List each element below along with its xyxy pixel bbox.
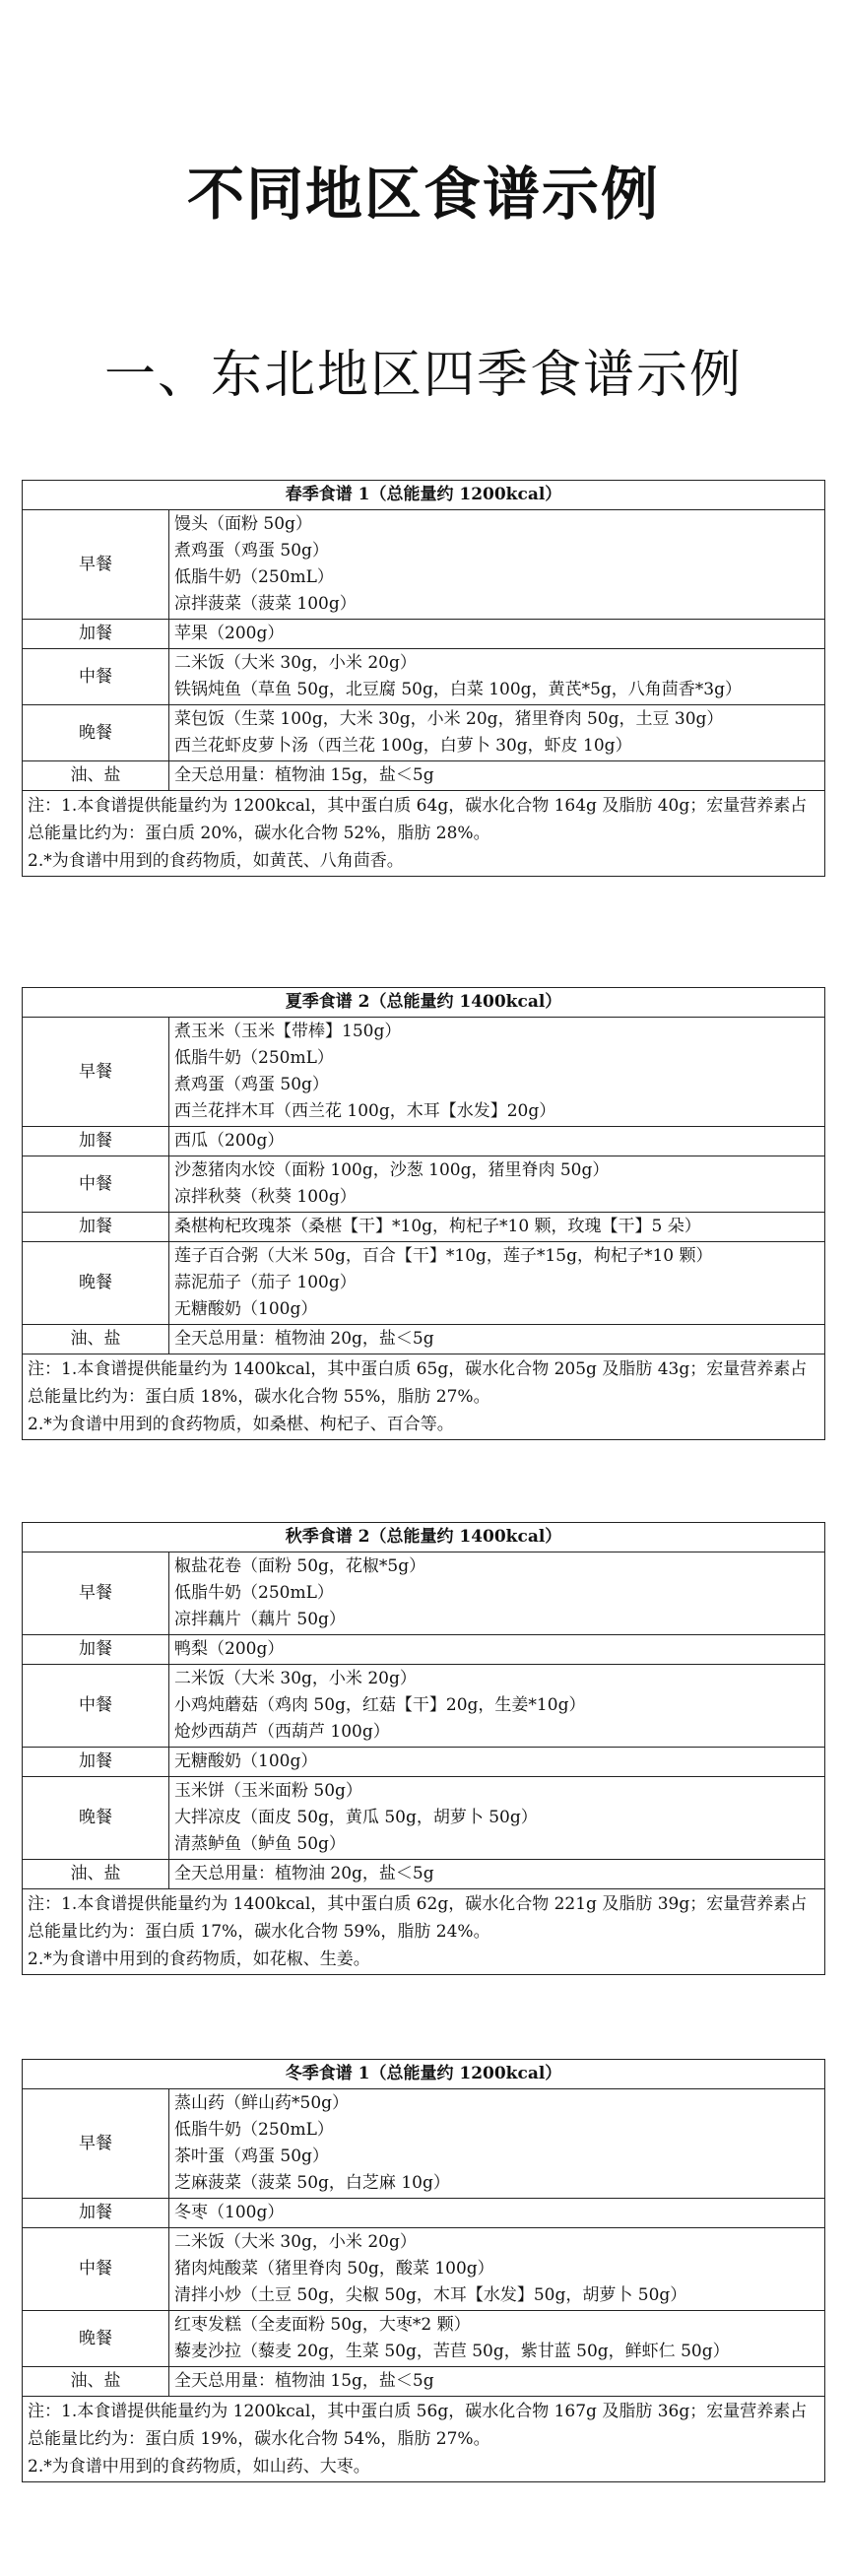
meal-items bbox=[169, 1777, 825, 1860]
meal-label-breakfast: 早餐 bbox=[23, 1552, 169, 1635]
meal-item: 西兰花拌木耳（西兰花 100g，木耳【水发】20g） bbox=[174, 1101, 556, 1121]
menu-table-title: 春季食谱 1（总能量约 1200kcal） bbox=[23, 481, 825, 510]
page-title: 不同地区食谱示例 bbox=[186, 161, 660, 228]
meal-item: 低脂牛奶（250mL） bbox=[174, 1583, 334, 1603]
meal-item: 小鸡炖蘑菇（鸡肉 50g，红菇【干】20g，生姜*10g） bbox=[174, 1695, 586, 1715]
menu-table-summer bbox=[22, 987, 825, 1440]
meal-item: 红枣发糕（全麦面粉 50g，大枣*2 颗） bbox=[174, 2315, 471, 2335]
meal-label-dinner: 晚餐 bbox=[23, 1777, 169, 1860]
note-line: 注：1.本食谱提供能量约为 1200kcal，其中蛋白质 56g，碳水化合物 167g 及脂肪 36g；宏量营养素占总能量比约为：蛋白质 19%，碳水化合物 54%，脂肪 27%。 bbox=[28, 2402, 808, 2449]
meal-label-snack: 加餐 bbox=[23, 1127, 169, 1156]
meal-item: 铁锅炖鱼（草鱼 50g，北豆腐 50g，白菜 100g，黄芪*5g，八角茴香*3g） bbox=[174, 680, 742, 699]
meal-item: 煮鸡蛋（鸡蛋 50g） bbox=[174, 541, 329, 561]
meal-item: 蒸山药（鲜山药*50g） bbox=[174, 2093, 350, 2113]
note-line: 2.*为食谱中用到的食药物质，如桑椹、枸杞子、百合等。 bbox=[28, 1415, 454, 1434]
meal-item: 炝炒西葫芦（西葫芦 100g） bbox=[174, 1722, 390, 1742]
meal-items bbox=[169, 1127, 825, 1156]
note-line: 注：1.本食谱提供能量约为 1200kcal，其中蛋白质 64g，碳水化合物 164g 及脂肪 40g；宏量营养素占总能量比约为：蛋白质 20%，碳水化合物 52%，脂肪 28%。 bbox=[28, 796, 808, 843]
meal-items bbox=[169, 1552, 825, 1635]
meal-item: 芝麻菠菜（菠菜 50g，白芝麻 10g） bbox=[174, 2173, 450, 2193]
meal-item: 清蒸鲈鱼（鲈鱼 50g） bbox=[174, 1834, 346, 1854]
meal-items bbox=[169, 649, 825, 705]
meal-item: 低脂牛奶（250mL） bbox=[174, 1048, 334, 1068]
meal-label-oil-salt: 油、盐 bbox=[23, 1860, 169, 1889]
meal-item: 全天总用量：植物油 15g，盐＜5g bbox=[174, 2371, 434, 2391]
meal-items bbox=[169, 705, 825, 761]
menu-notes bbox=[23, 1354, 825, 1440]
note-line: 注：1.本食谱提供能量约为 1400kcal，其中蛋白质 65g，碳水化合物 205g 及脂肪 43g；宏量营养素占总能量比约为：蛋白质 18%，碳水化合物 55%，脂肪 27%。 bbox=[28, 1359, 808, 1407]
meal-item: 玉米饼（玉米面粉 50g） bbox=[174, 1781, 362, 1801]
meal-label-dinner: 晚餐 bbox=[23, 2311, 169, 2367]
meal-items bbox=[169, 2089, 825, 2199]
menu-table-spring bbox=[22, 480, 825, 877]
meal-label-oil-salt: 油、盐 bbox=[23, 2367, 169, 2397]
meal-items bbox=[169, 2228, 825, 2311]
note-line: 2.*为食谱中用到的食药物质，如黄芪、八角茴香。 bbox=[28, 851, 404, 871]
meal-item: 桑椹枸杞玫瑰茶（桑椹【干】*10g，枸杞子*10 颗，玫瑰【干】5 朵） bbox=[174, 1217, 701, 1236]
meal-item: 低脂牛奶（250mL） bbox=[174, 2120, 334, 2140]
meal-items bbox=[169, 1325, 825, 1354]
note-line: 2.*为食谱中用到的食药物质，如花椒、生姜。 bbox=[28, 1949, 370, 1969]
meal-item: 西瓜（200g） bbox=[174, 1131, 285, 1151]
note-line: 注：1.本食谱提供能量约为 1400kcal，其中蛋白质 62g，碳水化合物 221g 及脂肪 39g；宏量营养素占总能量比约为：蛋白质 17%，碳水化合物 59%，脂肪 24%。 bbox=[28, 1894, 808, 1942]
meal-item: 大拌凉皮（面皮 50g，黄瓜 50g，胡萝卜 50g） bbox=[174, 1808, 538, 1827]
menu-table-title: 秋季食谱 2（总能量约 1400kcal） bbox=[23, 1523, 825, 1552]
meal-items bbox=[169, 510, 825, 620]
meal-items bbox=[169, 1018, 825, 1127]
meal-label-snack: 加餐 bbox=[23, 1213, 169, 1242]
meal-label-lunch: 中餐 bbox=[23, 2228, 169, 2311]
meal-items bbox=[169, 2199, 825, 2228]
meal-item: 无糖酸奶（100g） bbox=[174, 1751, 318, 1771]
meal-label-lunch: 中餐 bbox=[23, 1665, 169, 1748]
meal-item: 全天总用量：植物油 15g，盐＜5g bbox=[174, 765, 434, 785]
meal-item: 煮玉米（玉米【带棒】150g） bbox=[174, 1022, 402, 1041]
menu-notes bbox=[23, 1889, 825, 1975]
meal-item: 凉拌秋葵（秋葵 100g） bbox=[174, 1187, 357, 1207]
meal-label-lunch: 中餐 bbox=[23, 649, 169, 705]
meal-item: 苹果（200g） bbox=[174, 624, 285, 643]
menu-table-title: 冬季食谱 1（总能量约 1200kcal） bbox=[23, 2060, 825, 2089]
meal-items bbox=[169, 1635, 825, 1665]
meal-item: 莲子百合粥（大米 50g，百合【干】*10g，莲子*15g，枸杞子*10 颗） bbox=[174, 1246, 713, 1266]
meal-label-oil-salt: 油、盐 bbox=[23, 761, 169, 791]
meal-items bbox=[169, 1156, 825, 1213]
meal-label-snack: 加餐 bbox=[23, 2199, 169, 2228]
meal-label-dinner: 晚餐 bbox=[23, 705, 169, 761]
meal-item: 二米饭（大米 30g，小米 20g） bbox=[174, 653, 417, 673]
meal-item: 蒜泥茄子（茄子 100g） bbox=[174, 1273, 357, 1292]
meal-items bbox=[169, 1242, 825, 1325]
meal-item: 冬枣（100g） bbox=[174, 2203, 285, 2222]
meal-item: 二米饭（大米 30g，小米 20g） bbox=[174, 2232, 417, 2252]
meal-item: 馒头（面粉 50g） bbox=[174, 514, 312, 534]
meal-label-breakfast: 早餐 bbox=[23, 2089, 169, 2199]
meal-label-oil-salt: 油、盐 bbox=[23, 1325, 169, 1354]
meal-item: 椒盐花卷（面粉 50g，花椒*5g） bbox=[174, 1556, 426, 1576]
menu-table-title: 夏季食谱 2（总能量约 1400kcal） bbox=[23, 988, 825, 1018]
meal-items bbox=[169, 2367, 825, 2397]
note-line: 2.*为食谱中用到的食药物质，如山药、大枣。 bbox=[28, 2457, 370, 2477]
menu-table-winter bbox=[22, 2059, 825, 2482]
meal-items bbox=[169, 1748, 825, 1777]
meal-label-snack: 加餐 bbox=[23, 620, 169, 649]
menu-table-autumn bbox=[22, 1522, 825, 1975]
meal-item: 低脂牛奶（250mL） bbox=[174, 567, 334, 587]
meal-item: 茶叶蛋（鸡蛋 50g） bbox=[174, 2147, 329, 2166]
meal-item: 猪肉炖酸菜（猪里脊肉 50g，酸菜 100g） bbox=[174, 2259, 494, 2279]
meal-label-snack: 加餐 bbox=[23, 1748, 169, 1777]
meal-label-lunch: 中餐 bbox=[23, 1156, 169, 1213]
meal-item: 沙葱猪肉水饺（面粉 100g，沙葱 100g，猪里脊肉 50g） bbox=[174, 1160, 610, 1180]
menu-notes bbox=[23, 791, 825, 877]
section-title: 一、东北地区四季食谱示例 bbox=[103, 346, 743, 405]
meal-item: 二米饭（大米 30g，小米 20g） bbox=[174, 1669, 417, 1688]
meal-items bbox=[169, 2311, 825, 2367]
meal-item: 凉拌藕片（藕片 50g） bbox=[174, 1610, 346, 1629]
meal-item: 清拌小炒（土豆 50g，尖椒 50g，木耳【水发】50g，胡萝卜 50g） bbox=[174, 2285, 687, 2305]
meal-item: 菜包饭（生菜 100g，大米 30g，小米 20g，猪里脊肉 50g，土豆 30g） bbox=[174, 709, 724, 729]
meal-label-breakfast: 早餐 bbox=[23, 510, 169, 620]
meal-item: 全天总用量：植物油 20g，盐＜5g bbox=[174, 1864, 434, 1883]
menu-notes bbox=[23, 2397, 825, 2482]
meal-items bbox=[169, 1213, 825, 1242]
meal-label-snack: 加餐 bbox=[23, 1635, 169, 1665]
meal-label-dinner: 晚餐 bbox=[23, 1242, 169, 1325]
meal-items bbox=[169, 761, 825, 791]
meal-item: 西兰花虾皮萝卜汤（西兰花 100g，白萝卜 30g，虾皮 10g） bbox=[174, 736, 632, 756]
meal-items bbox=[169, 1665, 825, 1748]
meal-item: 鸭梨（200g） bbox=[174, 1639, 285, 1659]
meal-item: 煮鸡蛋（鸡蛋 50g） bbox=[174, 1075, 329, 1094]
meal-item: 全天总用量：植物油 20g，盐＜5g bbox=[174, 1329, 434, 1349]
meal-items bbox=[169, 1860, 825, 1889]
meal-items bbox=[169, 620, 825, 649]
meal-item: 藜麦沙拉（藜麦 20g，生菜 50g，苦苣 50g，紫甘蓝 50g，鲜虾仁 50g） bbox=[174, 2342, 730, 2361]
meal-label-breakfast: 早餐 bbox=[23, 1018, 169, 1127]
meal-item: 凉拌菠菜（菠菜 100g） bbox=[174, 594, 357, 614]
meal-item: 无糖酸奶（100g） bbox=[174, 1299, 318, 1319]
